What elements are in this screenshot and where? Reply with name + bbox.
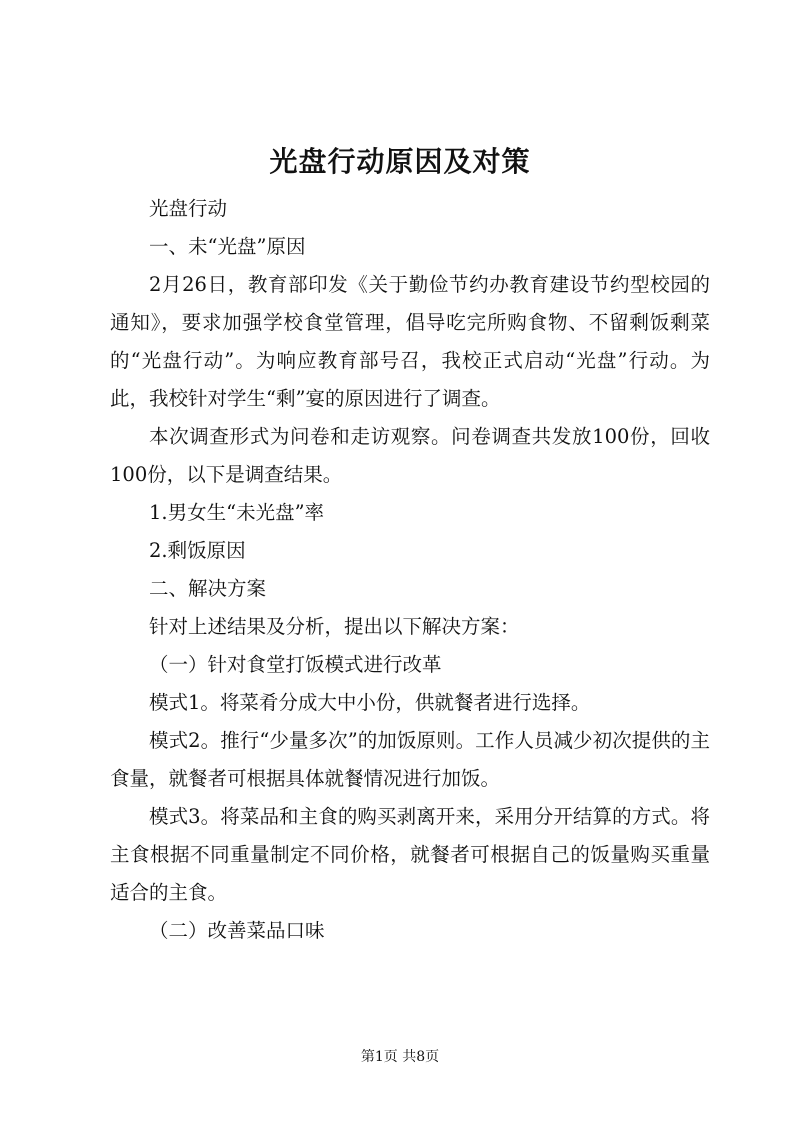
paragraph-solutions-intro: 针对上述结果及分析，提出以下解决方案： [149,615,520,638]
paragraph-mode-2: 模式2。推行“少量多次”的加饭原则。工作人员减少初次提供的主食量，就餐者可根据具体就餐情况进行加饭。 [110,729,710,790]
paragraph-mode-1: 模式1。将菜肴分成大中小份，供就餐者进行选择。 [149,691,591,714]
document-title: 光盘行动原因及对策 [269,145,531,178]
subsection-heading-canteen: （一）针对食堂打饭模式进行改革 [149,653,442,676]
list-item-leftover-reasons: 2.剩饭原因 [149,539,246,562]
section-heading-solutions: 二、解决方案 [149,577,267,600]
section-heading-reasons: 一、未“光盘”原因 [149,235,306,258]
document-body [110,190,710,950]
paragraph-heading: 光盘行动 [149,197,228,220]
page-footer: 第1页 共8页 [360,1049,440,1065]
paragraph-survey: 本次调查形式为问卷和走访观察。问卷调查共发放100份，回收100份，以下是调查结果。 [110,425,710,486]
subsection-heading-taste: （二）改善菜品口味 [149,919,325,942]
paragraph-mode-3: 模式3。将菜品和主食的购买剥离开来，采用分开结算的方式。将主食根据不同重量制定不同价格，就餐者可根据自己的饭量购买重量适合的主食。 [110,805,710,904]
list-item-gender-rate: 1.男女生“未光盘”率 [149,501,325,524]
paragraph-background: 2月26日，教育部印发《关于勤俭节约办教育建设节约型校园的通知》，要求加强学校食堂管理，倡导吃完所购食物、不留剩饭剩菜的“光盘行动”。为响应教育部号召，我校正式启动“光盘”行动。为此，我校针对学生“剩”宴的原因进行了调查。 [110,273,710,410]
